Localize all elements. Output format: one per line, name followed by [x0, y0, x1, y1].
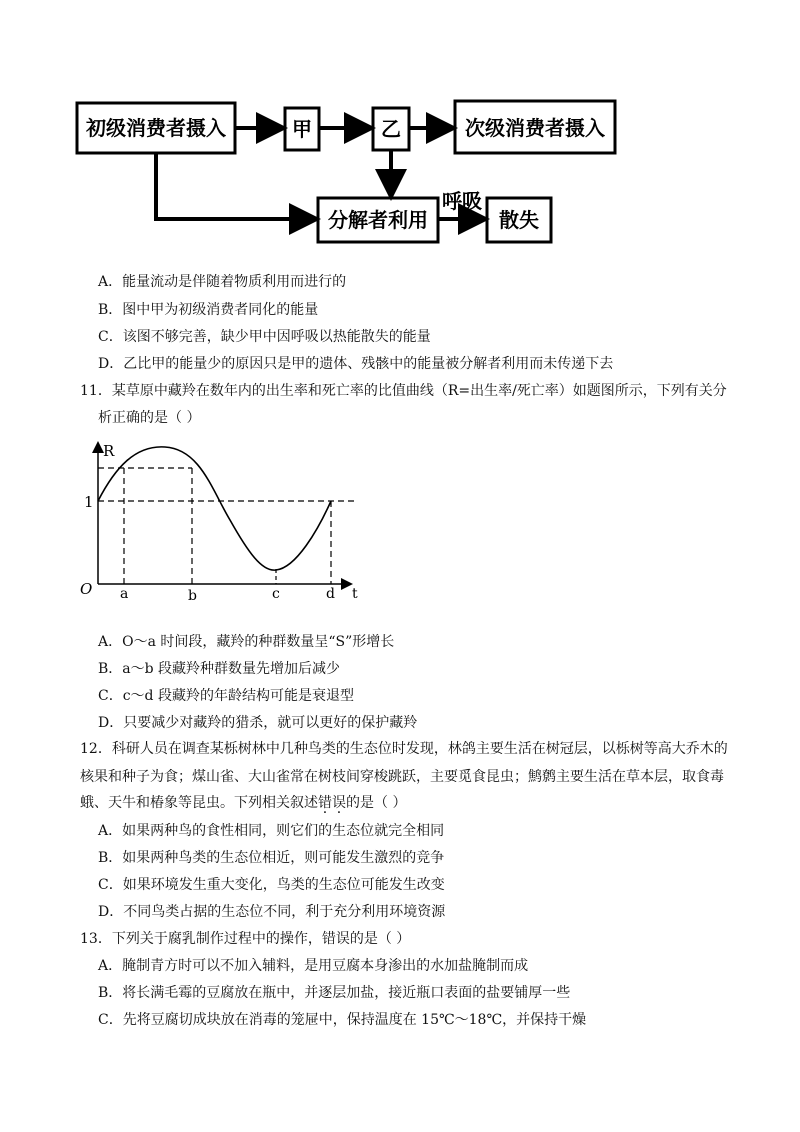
- y-tick-1: 1: [84, 493, 94, 511]
- q12-option-a: A．如果两种鸟的食性相同，则它们的生态位就完全相同: [98, 823, 445, 839]
- label-jia: 甲: [292, 117, 312, 141]
- q11-option-d: D．只要减少对藏羚的猎杀，就可以更好的保护藏羚: [98, 715, 418, 731]
- y-axis-label: R: [103, 442, 115, 460]
- q13-stem: 13．下列关于腐乳制作过程中的操作，错误的是（ ）: [80, 931, 411, 947]
- x-tick-a: a: [120, 586, 129, 602]
- q12-option-b: B．如果两种鸟类的生态位相近，则可能发生激烈的竞争: [98, 850, 445, 866]
- x-tick-d: d: [326, 586, 335, 602]
- q11-option-c: C．c～d 段藏羚的年龄结构可能是衰退型: [98, 688, 354, 704]
- x-tick-b: b: [188, 588, 197, 604]
- label-dissipate: 散失: [499, 208, 539, 232]
- r-curve: [98, 447, 331, 570]
- q11-option-b: B．a～b 段藏羚种群数量先增加后减少: [98, 661, 341, 677]
- q11-stem-line1: 11．某草原中藏羚在数年内的出生率和死亡率的比值曲线（R=出生率/死亡率）如题图所示，下列有关分: [80, 383, 727, 399]
- q12-emphasis-cuo: 错: [318, 795, 332, 811]
- label-secondary-intake: 次级消费者摄入: [465, 116, 605, 140]
- q10-option-b: B．图中甲为初级消费者同化的能量: [98, 302, 319, 318]
- q12-stem-line3-pre: 蛾、天牛和椿象等昆虫。下列相关叙述: [80, 795, 318, 811]
- q11-option-a: A．O～a 时间段，藏羚的种群数量呈“S”形增长: [98, 634, 395, 650]
- q12-option-c: C．如果环境发生重大变化，鸟类的生态位可能发生改变: [98, 877, 445, 893]
- q13-option-b: B．将长满毛霉的豆腐放在瓶中，并逐层加盐，接近瓶口表面的盐要铺厚一些: [98, 985, 571, 1001]
- label-respiration: 呼吸: [442, 189, 482, 213]
- origin-label: O: [80, 580, 93, 598]
- q12-stem-line2: 核果和种子为食；煤山雀、大山雀常在树枝间穿梭跳跃，主要觅食昆虫；鹪鹩主要生活在草本层，取食毒: [80, 769, 724, 785]
- q12-stem-line3: [80, 793, 406, 813]
- label-yi: 乙: [381, 117, 401, 141]
- q10-option-a: A．能量流动是伴随着物质利用而进行的: [98, 274, 347, 290]
- q13-option-c: C．先将豆腐切成块放在消毒的笼屉中，保持温度在 15℃～18℃，并保持干燥: [98, 1012, 587, 1028]
- q12-stem-line1: 12．科研人员在调查某栎树林中几种鸟类的生态位时发现，林鸽主要生活在树冠层，以栎树等高大乔木的: [80, 741, 728, 757]
- q12-stem-line3-post: 的是（ ）: [346, 795, 407, 811]
- q11-stem-line2: 析正确的是（ ）: [98, 410, 201, 426]
- q13-option-a: A．腌制青方时可以不加入辅料，是用豆腐本身渗出的水加盐腌制而成: [98, 958, 529, 974]
- q10-option-c: C．该图不够完善，缺少甲中因呼吸以热能散失的能量: [98, 329, 431, 345]
- q12-emphasis-wu: 误: [332, 795, 346, 811]
- x-axis-label: t: [352, 586, 358, 602]
- label-decomposer: 分解者利用: [328, 208, 428, 232]
- q10-option-d: D．乙比甲的能量少的原因只是甲的遗体、残骸中的能量被分解者利用而未传递下去: [98, 356, 614, 372]
- label-primary-intake: 初级消费者摄入: [86, 116, 226, 140]
- q12-option-d: D．不同鸟类占据的生态位不同，利于充分利用环境资源: [98, 904, 446, 920]
- x-tick-c: c: [272, 586, 280, 602]
